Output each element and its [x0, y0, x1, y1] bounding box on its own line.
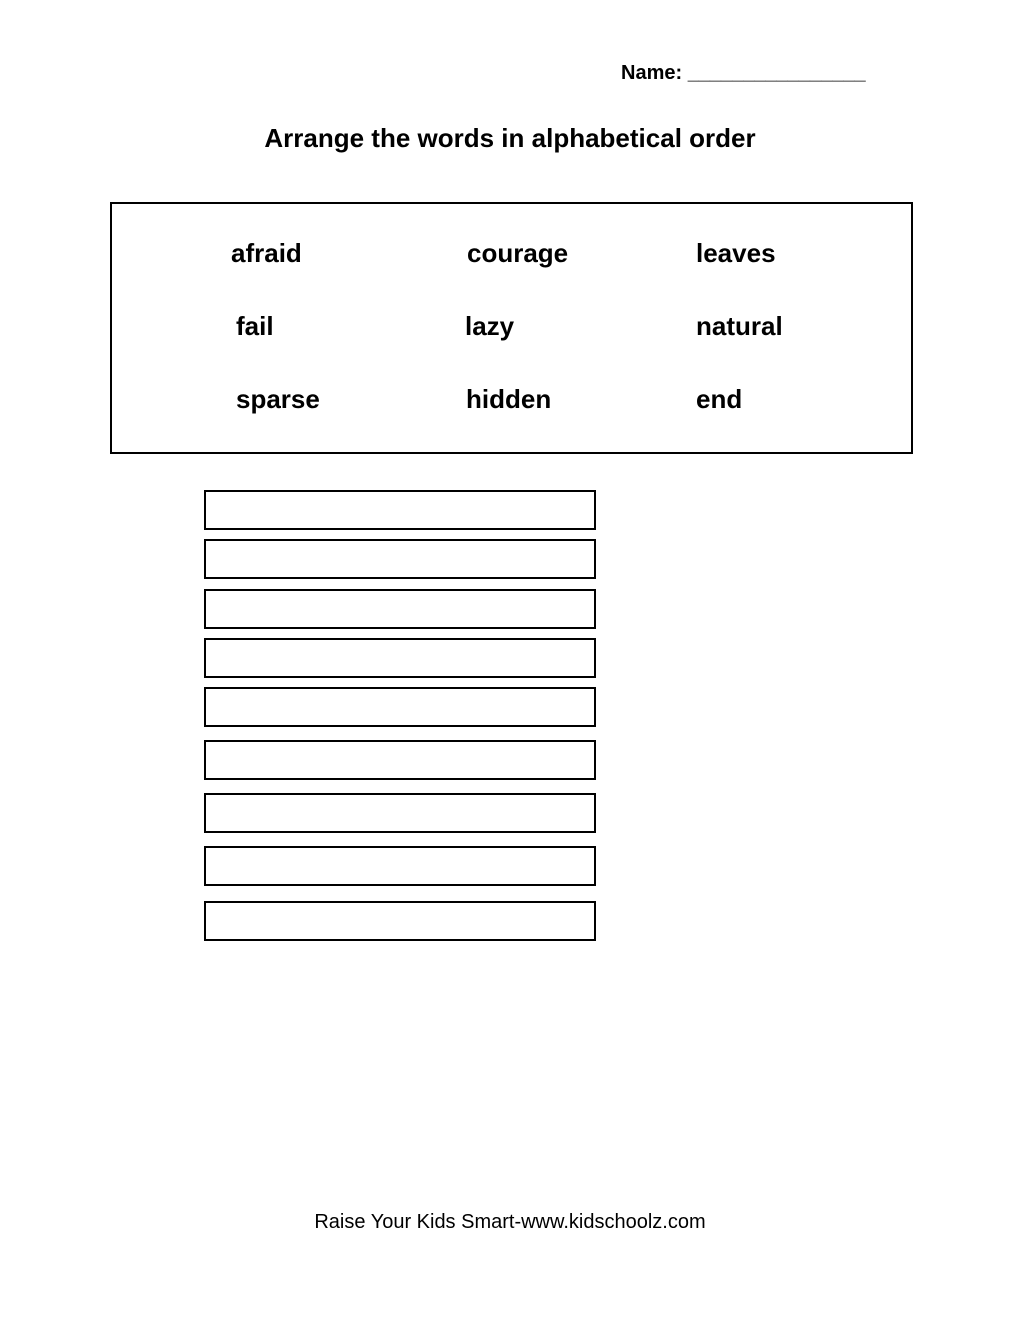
answer-box[interactable]: [204, 490, 596, 530]
answer-box[interactable]: [204, 793, 596, 833]
word-bank-item: natural: [696, 311, 783, 341]
word-bank-item: end: [696, 384, 743, 414]
word-bank-item: leaves: [696, 238, 776, 268]
word-bank-item: sparse: [236, 384, 320, 414]
answer-box[interactable]: [204, 740, 596, 780]
word-bank-item: courage: [467, 238, 569, 268]
answer-box[interactable]: [204, 539, 596, 579]
answer-box[interactable]: [204, 687, 596, 727]
word-bank: [110, 202, 913, 454]
answer-box[interactable]: [204, 638, 596, 678]
name-field-label: Name: ________________: [621, 62, 866, 84]
footer-text: Raise Your Kids Smart-www.kidschoolz.com: [314, 1211, 706, 1233]
answer-box[interactable]: [204, 846, 596, 886]
word-bank-item: afraid: [231, 238, 302, 268]
answer-box[interactable]: [204, 901, 596, 941]
word-bank-item: fail: [236, 311, 274, 341]
word-bank-item: lazy: [465, 311, 515, 341]
answer-box[interactable]: [204, 589, 596, 629]
worksheet-title: Arrange the words in alphabetical order: [264, 123, 756, 153]
word-bank-item: hidden: [466, 384, 552, 414]
